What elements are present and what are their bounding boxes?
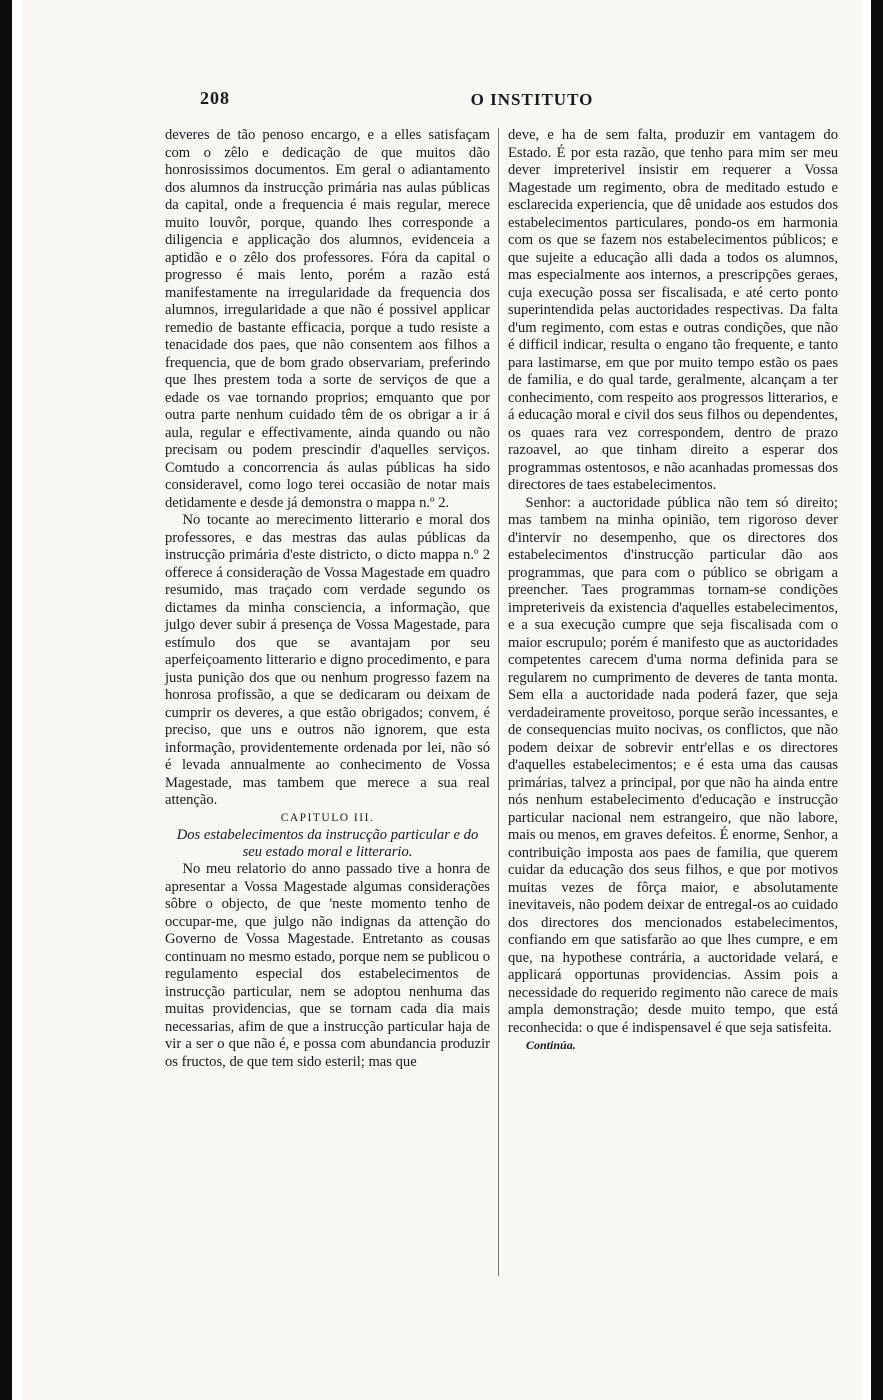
right-column <box>508 127 838 1055</box>
left-paragraph-1: deveres de tão penoso encargo, e a elles satisfaçam com o zêlo e dedicação de que muitos dão honrosissimos documentos. Em geral o adiantamento dos alumnos da instrucção primária nas aulas públicas da capital, onde a frequencia é mais regular, merece muito louvôr, porque, quando lhes corresponde a diligencia e applicação dos alumnos, evidenceia a aptidão e o zêlo dos professores. Fóra da capital o progresso é mais lento, porém a razão está manifestamente na irregularidade da frequencia dos alumnos, irregularidade a que não é possivel applicar remedio de bastante efficacia, porque a tudo resiste a tenacidade dos paes, que não consentem aos filhos a frequencia, que de bom grado observariam, preferindo que lhes prestem toda a sorte de serviços de que a edade os vae tornando proprios; emquanto que por outra parte nenhum cuidado têm de os obrigar a ir á aula, regular e effectivamente, ainda quando ou não precisam ou podem prescindir d'aquelles serviços. Comtudo a concorrencia ás aulas públicas ha sido consideravel, como logo terei occasião de notar mais detidamente e desde já demonstra o mappa n.º 2. <box>165 127 490 511</box>
chapter-heading: CAPITULO III. <box>280 811 375 824</box>
page-number: 208 <box>200 88 230 108</box>
left-paragraph-3: No meu relatorio do anno passado tive a honra de apresentar a Vossa Magestade algumas considerações sôbre o objecto, de que 'neste momento tenho de occupar-me, que julgo não indignas da attenção do Governo de Vossa Magestade. Entretanto as cousas continuam no mesmo estado, porque nem se publicou o regulamento especial dos estabelecimentos de instrucção particular, nem se adoptou nenhuma das muitas providencias, que se tornam cada dia mais necessarias, afim de que a instrucção particular haja de vir a ser o que não é, e possa com abundancia produzir os fructos, de que tem sido esteril; mas que <box>165 861 490 1070</box>
left-paragraph-2: No tocante ao merecimento litterario e moral dos professores, e das mestras das aulas públicas da instrucção primária d'este districto, o dicto mappa n.º 2 offerece á consideração de Vossa Magestade em quadro resumido, mas traçado com verdade segundo os dictames da minha consciencia, a informação, que julgo dever subir á presença de Vossa Magestade, para estímulo dos que se avantajam por seu aperfeiçoamento litterario e digno procedimento, e para justa punição dos que ou nenhum progresso fazem na honrosa profissão, a que se dedicaram ou deixam de cumprir os deveres, a que estão obrigados; convem, é preciso, que uns e outros não ignorem, que esta informação, providentemente ordenada por lei, não só é levada annualmente ao conhecimento de Vossa Magestade, mas tambem que merece a sua real attenção. <box>165 512 490 808</box>
continuation-note: Continúa. <box>526 1038 576 1052</box>
chapter-subtitle: Dos estabelecimentos da instrucção particular e do seu estado moral e litterario. <box>176 827 479 860</box>
right-paragraph-2: Senhor: a auctoridade pública não tem só direito; mas tambem na minha opinião, tem rigoroso dever d'intervir no desempenho, que os directores dos estabelecimentos d'instrucção particular dão aos programmas, que para com o público se obrigam a preencher. Taes programmas tornam-se condições impreteriveis da existencia d'aquelles estabelecimentos, e a sua execução cumpre que seja fiscalisada com o maior escrupulo; porém é manifesto que as auctoridades competentes carecem d'uma norma definida para se regularem no cumprimento de deveres de tanta monta. Sem ella a auctoridade nada poderá fazer, que seja verdadeiramente proveitoso, porque serão incessantes, e de consequencias muito nocivas, os conflictos, que não podem deixar de sobrevir entr'ellas e os directores d'aquelles estabelecimentos; e é esta uma das causas primárias, talvez a principal, por que não ha ainda entre nós nenhum estabelecimento d'educação e instrucção particular nacional nem estrangeiro, que não labore, mais ou menos, em graves defeitos. É enorme, Senhor, a contribuição imposta aos paes de familia, que querem cuidar da educação dos seus filhos, e que por motivos muitas vezes de fôrça maior, e absolutamente inevitaveis, não podem deixar de entregal-os ao cuidado dos directores dos mencionados estabelecimentos, confiando em que satisfarão ao que lhes cumpre, e em que, na hypothese contrária, a auctoridade velará, e applicará opportunas providencias. Assim pois a necessidade do requerido regimento não carece de mais ampla demonstração; desde muito tempo, que está reconhecida: o que é indispensavel é que seja satisfeita. <box>508 494 838 1036</box>
left-column <box>165 127 490 1071</box>
column-divider <box>498 128 499 1276</box>
right-paragraph-1: deve, e ha de sem falta, produzir em vantagem do Estado. É por esta razão, que tenho para mim ser meu dever impreterivel insistir em requerer a Vossa Magestade um regimento, obra de meditado estudo e esclarecida experiencia, que dê unidade aos estudos dos estabelecimentos particulares, pondo-os em harmonia com os que se fazem nos estabelecimentos públicos; e que sujeite a educação alli dada a todos os alumnos, mas especialmente aos internos, a prescripções geraes, cuja execução possa ser fiscalisada, e até certo ponto superintendida pelas auctoridades respectivas. Da falta d'um regimento, com estas e outras condições, que não é difficil indicar, resulta o engano tão frequente, e tanto para lastimarse, em que por muito tempo estão os paes de familia, e do qual tarde, geralmente, alcançam a ter conhecimento, com respeito aos progressos litterarios, e á educação moral e civil dos seus filhos ou dependentes, os quaes rara vez correspondem, dentro de prazo razoavel, ao que tinham direito a esperar dos programmas ostentosos, e não acanhadas promessas dos directores de taes estabelecimentos. <box>508 127 838 493</box>
running-head: O INSTITUTO <box>470 90 594 109</box>
scan-border-left <box>0 0 12 1400</box>
scan-border-right <box>871 0 883 1400</box>
